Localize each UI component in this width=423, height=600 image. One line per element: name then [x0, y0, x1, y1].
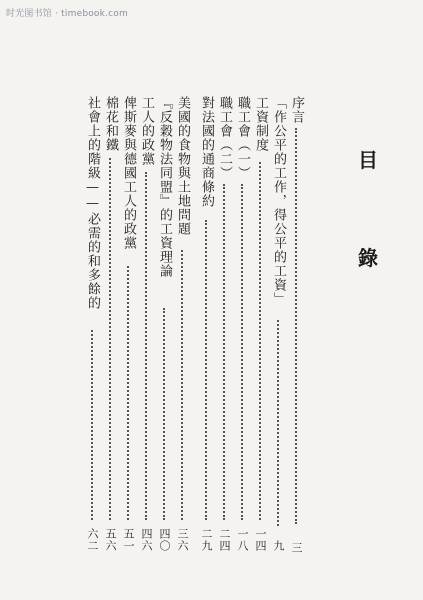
toc-entry[interactable]	[235, 96, 250, 566]
entry-title: 俾斯麥與德國工人的政黨	[121, 96, 136, 250]
leader-dots	[277, 320, 279, 526]
watermark: 时光图书馆 · timebook.com	[6, 9, 128, 19]
toc-entry[interactable]	[271, 96, 286, 566]
leader-dots	[163, 308, 165, 520]
entry-page-number: 四六	[140, 528, 153, 552]
leader-dots	[223, 184, 225, 520]
leader-dots	[109, 158, 111, 520]
entry-page-number: 二九	[200, 528, 213, 552]
toc-title-char-2: 錄	[358, 246, 378, 270]
leader-dots	[145, 172, 147, 520]
toc-entry[interactable]	[85, 96, 100, 566]
entry-title: 職工會（一）	[235, 96, 250, 180]
toc-entry[interactable]	[175, 96, 190, 566]
entry-page-number: 三六	[176, 528, 189, 552]
toc-entry[interactable]	[253, 96, 268, 566]
toc-entry[interactable]	[199, 96, 214, 566]
toc-entry[interactable]	[139, 96, 154, 566]
toc-entry[interactable]	[217, 96, 232, 566]
entry-title: 棉花和鐵	[103, 96, 118, 152]
toc-title-char-1: 目	[358, 148, 378, 172]
leader-dots	[205, 220, 207, 520]
entry-title: 工人的政黨	[139, 96, 154, 166]
entry-page-number: 三	[290, 542, 303, 554]
entry-page-number: 九	[272, 540, 285, 552]
leader-dots	[295, 128, 297, 524]
entry-title: 『反穀物法同盟』的工資理論	[157, 96, 172, 278]
leader-dots	[241, 184, 243, 520]
entry-title: 對法國的通商條約	[199, 96, 214, 208]
leader-dots	[181, 250, 183, 520]
toc-entry[interactable]	[157, 96, 172, 566]
entry-title: 工資制度	[253, 96, 268, 152]
entry-page-number: 一四	[254, 528, 267, 552]
entry-page-number: 六二	[86, 528, 99, 552]
entry-page-number: 一八	[236, 528, 249, 552]
entry-title: 序言	[289, 96, 304, 124]
leader-dots	[91, 330, 93, 520]
entry-page-number: 四〇	[158, 528, 171, 552]
toc-title	[356, 150, 380, 268]
toc-entry[interactable]	[289, 96, 304, 566]
toc-entry[interactable]	[121, 96, 136, 566]
entry-title: 「作公平的工作，得公平的工資」	[271, 96, 286, 306]
entry-title: 美國的食物與土地問題	[175, 96, 190, 236]
entry-title: 職工會（二）	[217, 96, 232, 180]
toc-entry[interactable]	[103, 96, 118, 566]
leader-dots	[259, 162, 261, 520]
entry-page-number: 五六	[104, 528, 117, 552]
entry-title: 社會上的階級——必需的和多餘的	[85, 96, 100, 310]
leader-dots	[127, 266, 129, 520]
entry-page-number: 五一	[122, 528, 135, 552]
entry-page-number: 二四	[218, 528, 231, 552]
